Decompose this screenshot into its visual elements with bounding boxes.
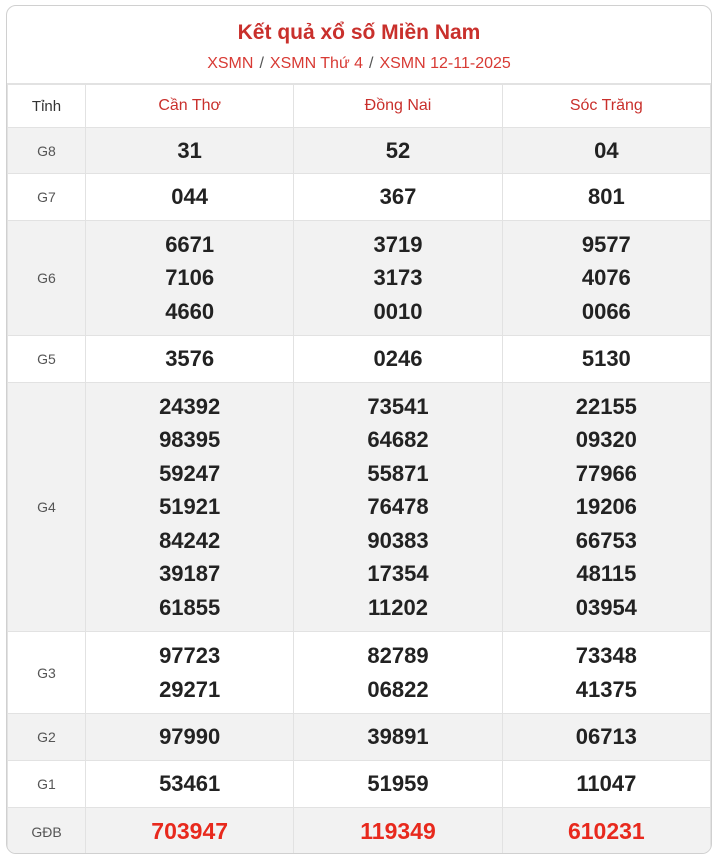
table-row bbox=[8, 714, 711, 761]
prize-number: 367 bbox=[379, 184, 417, 210]
page-title: Kết quả xổ số Miền Nam bbox=[237, 21, 481, 44]
prize-number: 90383 bbox=[367, 527, 429, 553]
prize-number: 76478 bbox=[367, 494, 429, 520]
prize-cell bbox=[294, 221, 502, 336]
prize-number: 98395 bbox=[159, 427, 221, 453]
prize-cell bbox=[86, 632, 294, 714]
prize-number: 97990 bbox=[159, 724, 221, 750]
table-header-row bbox=[8, 85, 711, 128]
prize-number: 09320 bbox=[575, 427, 637, 453]
prize-number: 66753 bbox=[575, 527, 637, 553]
prize-number: 7106 bbox=[165, 265, 215, 291]
prize-number: 0066 bbox=[581, 298, 631, 324]
results-header bbox=[7, 6, 711, 84]
prize-cell bbox=[86, 808, 294, 855]
column-header-dong-nai[interactable]: Đồng Nai bbox=[294, 85, 502, 128]
column-header-can-tho[interactable]: Cần Thơ bbox=[86, 85, 294, 128]
prize-cell bbox=[502, 761, 710, 808]
results-table bbox=[7, 84, 711, 854]
prize-number: 61855 bbox=[159, 594, 221, 620]
prize-number: 03954 bbox=[575, 594, 637, 620]
breadcrumb-xsmn[interactable]: XSMN bbox=[207, 55, 254, 72]
prize-number: 4660 bbox=[165, 298, 215, 324]
prize-cell bbox=[502, 174, 710, 221]
prize-number: 39891 bbox=[367, 724, 429, 750]
results-card bbox=[6, 5, 712, 854]
prize-label: G3 bbox=[8, 632, 86, 714]
prize-number: 55871 bbox=[367, 460, 429, 486]
prize-number: 82789 bbox=[367, 643, 429, 668]
breadcrumb-xsmn-thu4[interactable]: XSMN Thứ 4 bbox=[269, 55, 363, 72]
prize-cell bbox=[502, 336, 710, 383]
prize-number: 703947 bbox=[151, 818, 229, 845]
prize-number: 06713 bbox=[575, 724, 637, 750]
prize-cell bbox=[502, 128, 710, 174]
prize-number: 51921 bbox=[159, 494, 221, 520]
prize-number: 17354 bbox=[367, 561, 429, 587]
prize-number: 48115 bbox=[576, 561, 637, 587]
prize-number: 3173 bbox=[373, 265, 423, 291]
prize-number: 610231 bbox=[567, 818, 645, 845]
prize-number: 0010 bbox=[373, 298, 423, 324]
prize-cell bbox=[502, 632, 710, 714]
prize-number: 4076 bbox=[581, 265, 631, 291]
column-header-soc-trang[interactable]: Sóc Trăng bbox=[502, 85, 710, 128]
prize-label: GĐB bbox=[8, 808, 86, 855]
prize-cell bbox=[502, 221, 710, 336]
prize-number: 11047 bbox=[576, 771, 637, 797]
breadcrumb bbox=[7, 54, 711, 74]
prize-cell bbox=[86, 174, 294, 221]
prize-cell bbox=[86, 383, 294, 632]
prize-label: G8 bbox=[8, 128, 86, 174]
prize-cell bbox=[294, 383, 502, 632]
prize-number: 73348 bbox=[575, 643, 637, 668]
prize-label: G6 bbox=[8, 221, 86, 336]
table-row bbox=[8, 632, 711, 714]
prize-number: 0246 bbox=[373, 346, 423, 372]
prize-cell bbox=[294, 714, 502, 761]
prize-label: G7 bbox=[8, 174, 86, 221]
prize-number: 3719 bbox=[373, 231, 423, 257]
prize-number: 97723 bbox=[159, 643, 221, 668]
prize-cell bbox=[86, 714, 294, 761]
prize-number: 64682 bbox=[367, 427, 429, 453]
prize-number: 5130 bbox=[581, 346, 631, 372]
prize-cell bbox=[86, 128, 294, 174]
table-row bbox=[8, 808, 711, 855]
prize-number: 3576 bbox=[165, 346, 215, 372]
breadcrumb-date[interactable]: XSMN 12-11-2025 bbox=[379, 55, 511, 72]
prize-number: 77966 bbox=[575, 460, 637, 486]
prize-number: 53461 bbox=[159, 771, 221, 797]
prize-number: 51959 bbox=[367, 771, 429, 797]
prize-cell bbox=[294, 336, 502, 383]
table-row bbox=[8, 174, 711, 221]
prize-number: 24392 bbox=[159, 393, 221, 419]
table-row bbox=[8, 221, 711, 336]
table-row bbox=[8, 336, 711, 383]
prize-cell bbox=[86, 336, 294, 383]
prize-cell bbox=[294, 808, 502, 855]
prize-number: 04 bbox=[594, 137, 619, 163]
prize-cell bbox=[86, 221, 294, 336]
prize-number: 31 bbox=[177, 137, 202, 163]
prize-label: G4 bbox=[8, 383, 86, 632]
prize-cell bbox=[294, 632, 502, 714]
prize-cell bbox=[502, 714, 710, 761]
prize-cell bbox=[502, 808, 710, 855]
prize-number: 119349 bbox=[360, 818, 436, 845]
prize-cell bbox=[502, 383, 710, 632]
breadcrumb-separator: / bbox=[259, 55, 264, 72]
prize-number: 801 bbox=[587, 184, 625, 210]
prize-cell bbox=[294, 128, 502, 174]
prize-cell bbox=[294, 761, 502, 808]
prize-cell bbox=[294, 174, 502, 221]
table-row bbox=[8, 761, 711, 808]
column-header-province: Tỉnh bbox=[8, 85, 86, 128]
prize-number: 41375 bbox=[575, 676, 637, 702]
prize-label: G2 bbox=[8, 714, 86, 761]
prize-number: 22155 bbox=[575, 393, 637, 419]
prize-number: 6671 bbox=[165, 231, 215, 257]
prize-number: 044 bbox=[171, 184, 209, 210]
breadcrumb-separator: / bbox=[369, 55, 374, 72]
prize-label: G5 bbox=[8, 336, 86, 383]
prize-number: 73541 bbox=[367, 393, 429, 419]
prize-number: 52 bbox=[385, 137, 411, 163]
results-body bbox=[8, 128, 711, 855]
prize-number: 59247 bbox=[159, 460, 221, 486]
table-row bbox=[8, 383, 711, 632]
prize-label: G1 bbox=[8, 761, 86, 808]
prize-number: 11202 bbox=[368, 594, 428, 620]
table-row bbox=[8, 128, 711, 174]
prize-number: 9577 bbox=[581, 231, 631, 257]
prize-number: 84242 bbox=[159, 527, 221, 553]
prize-number: 29271 bbox=[159, 676, 221, 702]
prize-number: 19206 bbox=[575, 494, 637, 520]
prize-cell bbox=[86, 761, 294, 808]
prize-number: 06822 bbox=[367, 676, 429, 702]
prize-number: 39187 bbox=[159, 561, 221, 587]
